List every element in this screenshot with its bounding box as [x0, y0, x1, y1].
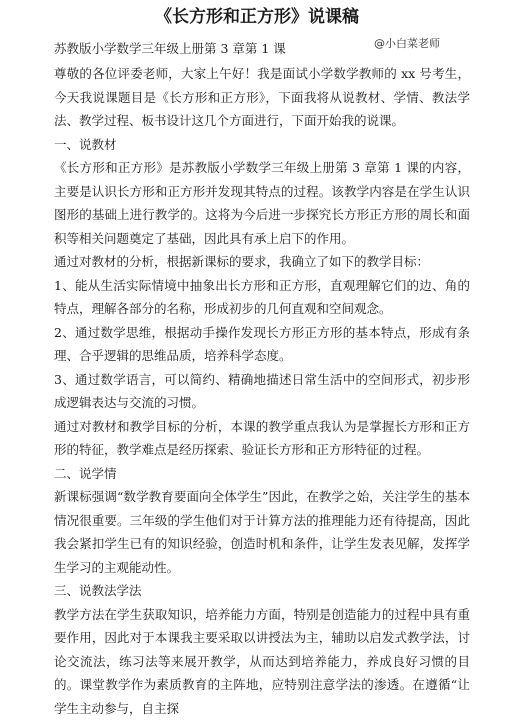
textbook-paragraph: 《长方形和正方形》是苏教版小学数学三年级上册第 3 章第 1 课的内容，主要是认识长方形和正方形并发现其特点的过程。该教学内容是在学生认识图形的基础上进行教学的。这将为今后进一步探究长方形正方形的周长和面积等相关问题奠定了基础，因此具有承上启下的作用。: [54, 156, 470, 250]
section-heading-textbook: 一、说教材: [54, 133, 470, 157]
intro-paragraph: 尊敬的各位评委老师，大家上午好！我是面试小学数学教师的 xx 号考生，今天我说课题目是《长方形和正方形》，下面我将从说教材、学情、教法学法、教学过程、板书设计这几个方面进行，下面开始我的说课。: [54, 62, 470, 133]
students-paragraph: 新课标强调“数学教育要面向全体学生”因此，在教学之始，关注学生的基本情况很重要。三年级的学生他们对于计算方法的推理能力还有待提高，因此我会紧扣学生已有的知识经验，创造时机和条件，让学生发表见解，发挥学生学习的主观能动性。: [54, 485, 470, 579]
section-heading-students: 二、说学情: [54, 462, 470, 486]
document-title: 《长方形和正方形》说课稿: [0, 6, 514, 28]
goals-intro-paragraph: 通过对教材的分析，根据新课标的要求，我确立了如下的教学目标：: [54, 250, 470, 274]
goal-item-3: 3、通过数学语言，可以简约、精确地描述日常生活中的空间形式，初步形成逻辑表达与交流的习惯。: [54, 368, 470, 415]
section-heading-methods: 三、说教法学法: [54, 579, 470, 603]
author-watermark: @小白菜老师: [374, 36, 440, 52]
goal-item-2: 2、通过数学思维，根据动手操作发现长方形正方形的基本特点，形成有条理、合乎逻辑的思维品质，培养科学态度。: [54, 321, 470, 368]
document-body: [54, 62, 470, 720]
goal-item-1: 1、能从生活实际情境中抽象出长方形和正方形，直观理解它们的边、角的特点，理解各部分的名称，形成初步的几何直观和空间观念。: [54, 274, 470, 321]
key-points-paragraph: 通过对教材和教学目标的分析，本课的教学重点我认为是掌握长方形和正方形的特征，教学难点是经历探索、验证长方形和正方形特征的过程。: [54, 415, 470, 462]
methods-paragraph: 教学方法在学生获取知识，培养能力方面，特别是创造能力的过程中具有重要作用，因此对于本课我主要采取以讲授法为主，辅助以启发式教学法，讨论交流法，练习法等来展开教学，从而达到培养能力，养成良好习惯的目的。课堂教学作为素质教育的主阵地，应特别注意学法的渗透。在遵循“让学生主动参与，自主探: [54, 603, 470, 720]
document-subtitle: 苏教版小学数学三年级上册第 3 章第 1 课: [54, 40, 286, 58]
